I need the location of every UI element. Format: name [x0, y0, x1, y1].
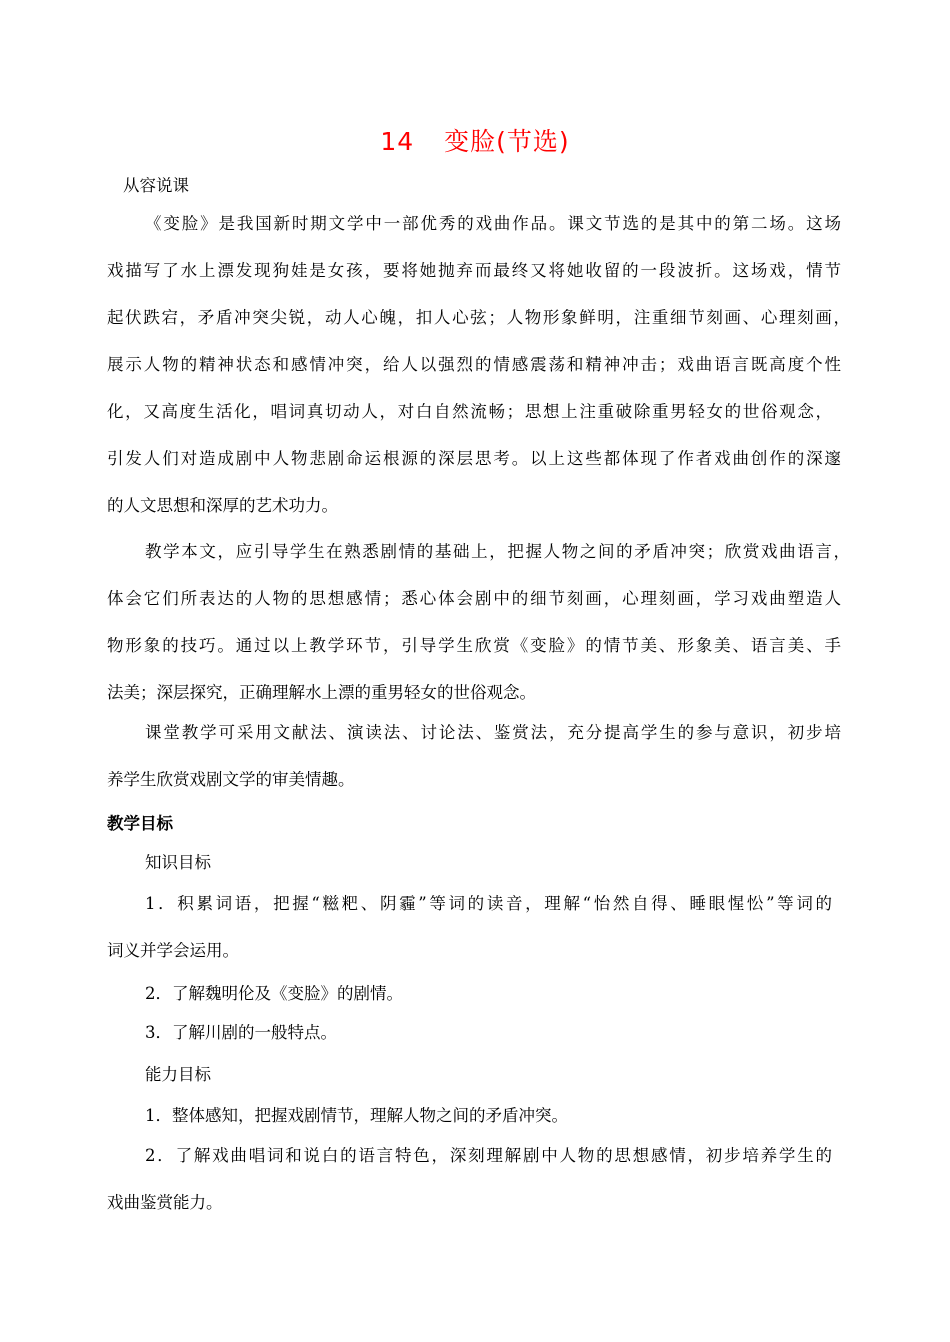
- paragraph-3-line-2: 养学生欣赏戏剧文学的审美情趣。: [107, 770, 355, 789]
- knowledge-objectives-heading: 知识目标: [145, 853, 211, 872]
- ability-item-1: 1．整体感知，把握戏剧情节，理解人物之间的矛盾冲突。: [145, 1106, 568, 1125]
- lesson-title-text: 变脸(节选): [444, 127, 570, 156]
- knowledge-item-1-line-1: 1．积累词语，把握“糍粑、阴霾”等词的读音，理解“怡然自得、睡眼惺忪”等词的: [145, 894, 832, 913]
- paragraph-1-line-6: 引发人们对造成剧中人物悲剧命运根源的深层思考。以上这些都体现了作者戏曲创作的深邃: [107, 449, 841, 468]
- ability-objectives-heading: 能力目标: [145, 1065, 211, 1084]
- paragraph-2-line-4: 法美；深层探究，正确理解水上漂的重男轻女的世俗观念。: [107, 683, 536, 702]
- paragraph-1-line-7: 的人文思想和深厚的艺术功力。: [107, 496, 338, 515]
- paragraph-1-line-3: 起伏跌宕，矛盾冲突尖锐，动人心魄，扣人心弦；人物形象鲜明，注重细节刻画、心理刻画，: [107, 308, 850, 327]
- paragraph-2-line-1: 教学本文，应引导学生在熟悉剧情的基础上，把握人物之间的矛盾冲突；欣赏戏曲语言，: [145, 542, 850, 561]
- lesson-number: 14: [380, 127, 415, 156]
- section-heading-intro: 从容说课: [123, 176, 189, 195]
- knowledge-item-2: 2．了解魏明伦及《变脸》的剧情。: [145, 984, 403, 1003]
- knowledge-item-3: 3．了解川剧的一般特点。: [145, 1023, 337, 1042]
- lesson-title: [0, 122, 950, 158]
- paragraph-3-line-1: 课堂教学可采用文献法、演读法、讨论法、鉴赏法，充分提高学生的参与意识，初步培: [145, 723, 841, 742]
- paragraph-1-line-4: 展示人物的精神状态和感情冲突，给人以强烈的情感震荡和精神冲击；戏曲语言既高度个性: [107, 355, 841, 374]
- knowledge-item-1-line-2: 词义并学会运用。: [107, 941, 239, 960]
- objectives-heading: 教学目标: [107, 814, 173, 833]
- paragraph-1-line-1: 《变脸》是我国新时期文学中一部优秀的戏曲作品。课文节选的是其中的第二场。这场: [145, 214, 841, 233]
- ability-item-2-line-2: 戏曲鉴赏能力。: [107, 1193, 223, 1212]
- paragraph-2-line-3: 物形象的技巧。通过以上教学环节，引导学生欣赏《变脸》的情节美、形象美、语言美、手: [107, 636, 841, 655]
- paragraph-2-line-2: 体会它们所表达的人物的思想感情；悉心体会剧中的细节刻画，心理刻画，学习戏曲塑造人: [107, 589, 841, 608]
- paragraph-1-line-2: 戏描写了水上漂发现狗娃是女孩，要将她抛弃而最终又将她收留的一段波折。这场戏，情节: [107, 261, 841, 280]
- ability-item-2-line-1: 2．了解戏曲唱词和说白的语言特色，深刻理解剧中人物的思想感情，初步培养学生的: [145, 1146, 832, 1165]
- paragraph-1-line-5: 化，又高度生活化，唱词真切动人，对白自然流畅；思想上注重破除重男轻女的世俗观念，: [107, 402, 832, 421]
